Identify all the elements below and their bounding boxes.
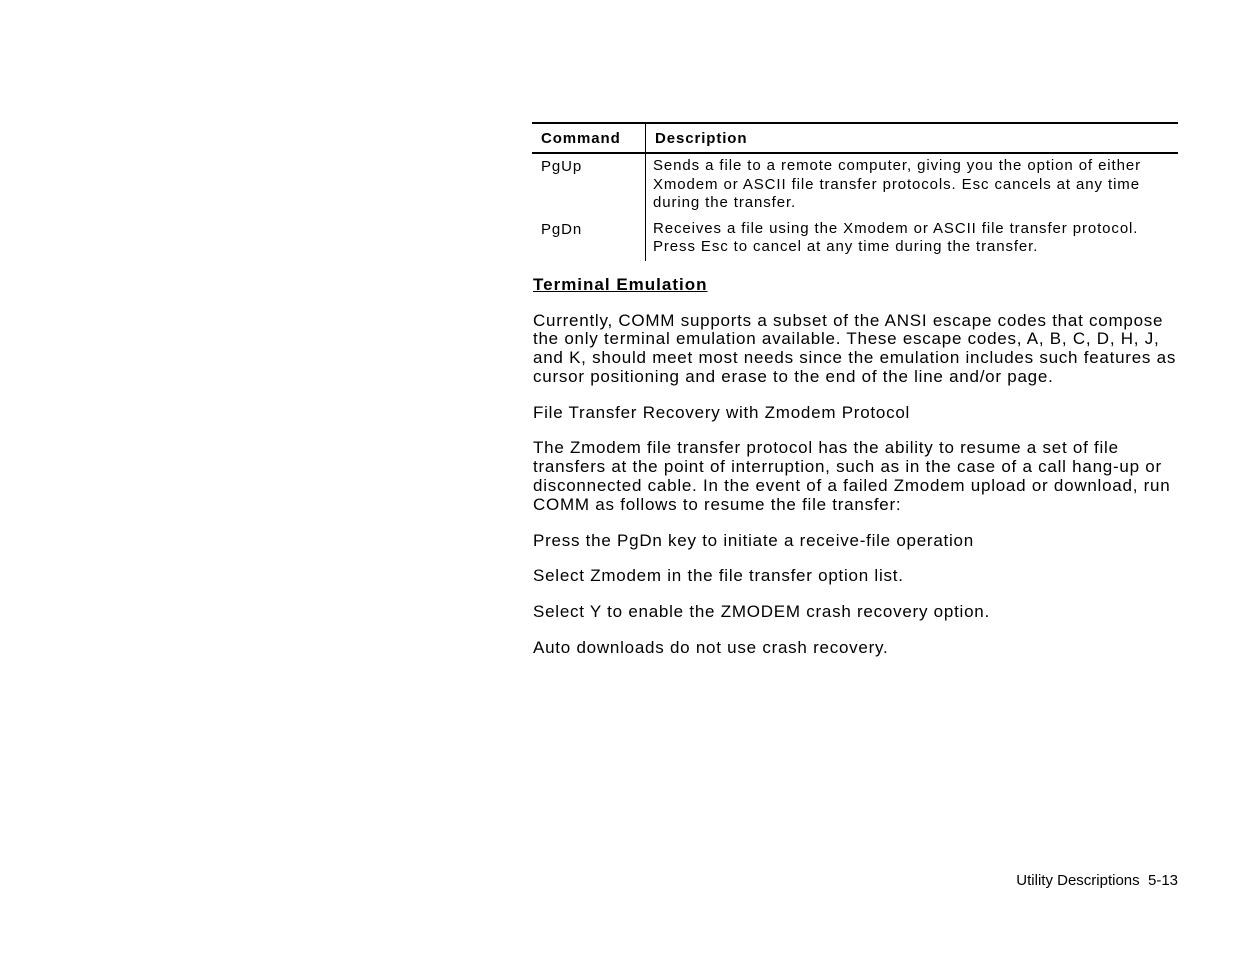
- description-cell: Receives a file using the Xmodem or ASCII file transfer protocol. Press Esc to cancel at any time during the transfer.: [653, 219, 1139, 255]
- page-content: [532, 122, 1178, 658]
- paragraph: The Zmodem file transfer protocol has the ability to resume a set of file transfers at the point of interruption, such as in the case of a call hang-up or disconnected cable. In the event of a failed Zmodem upload or download, run COMM as follows to resume the file transfer:: [533, 438, 1171, 514]
- command-table: [532, 122, 1178, 261]
- paragraph: Select Zmodem in the file transfer option list.: [533, 566, 904, 586]
- paragraph: Auto downloads do not use crash recovery.: [533, 638, 889, 658]
- command-cell: PgDn: [532, 217, 646, 261]
- paragraph: File Transfer Recovery with Zmodem Protocol: [533, 402, 911, 422]
- table-row: [532, 217, 1178, 261]
- paragraph: Select Y to enable the ZMODEM crash recovery option.: [533, 602, 990, 622]
- section-heading: Terminal Emulation: [533, 274, 708, 294]
- page-footer: Utility Descriptions 5-13: [1016, 872, 1178, 889]
- header-command: Command: [532, 123, 646, 153]
- header-description: Description: [646, 123, 1179, 153]
- paragraph: Press the PgDn key to initiate a receive-file operation: [533, 530, 974, 550]
- description-cell: Sends a file to a remote computer, giving you the option of either Xmodem or ASCII file transfer protocols. Esc cancels at any time during the transfer.: [653, 157, 1141, 211]
- table-row: [532, 153, 1178, 217]
- paragraph: Currently, COMM supports a subset of the ANSI escape codes that compose the only terminal emulation available. These escape codes, A, B, C, D, H, J, and K, should meet most needs since the emulation includes such features as cursor positioning and erase to the end of the line and/or page.: [533, 310, 1177, 386]
- table-header-row: [532, 123, 1178, 153]
- command-cell: PgUp: [532, 153, 646, 217]
